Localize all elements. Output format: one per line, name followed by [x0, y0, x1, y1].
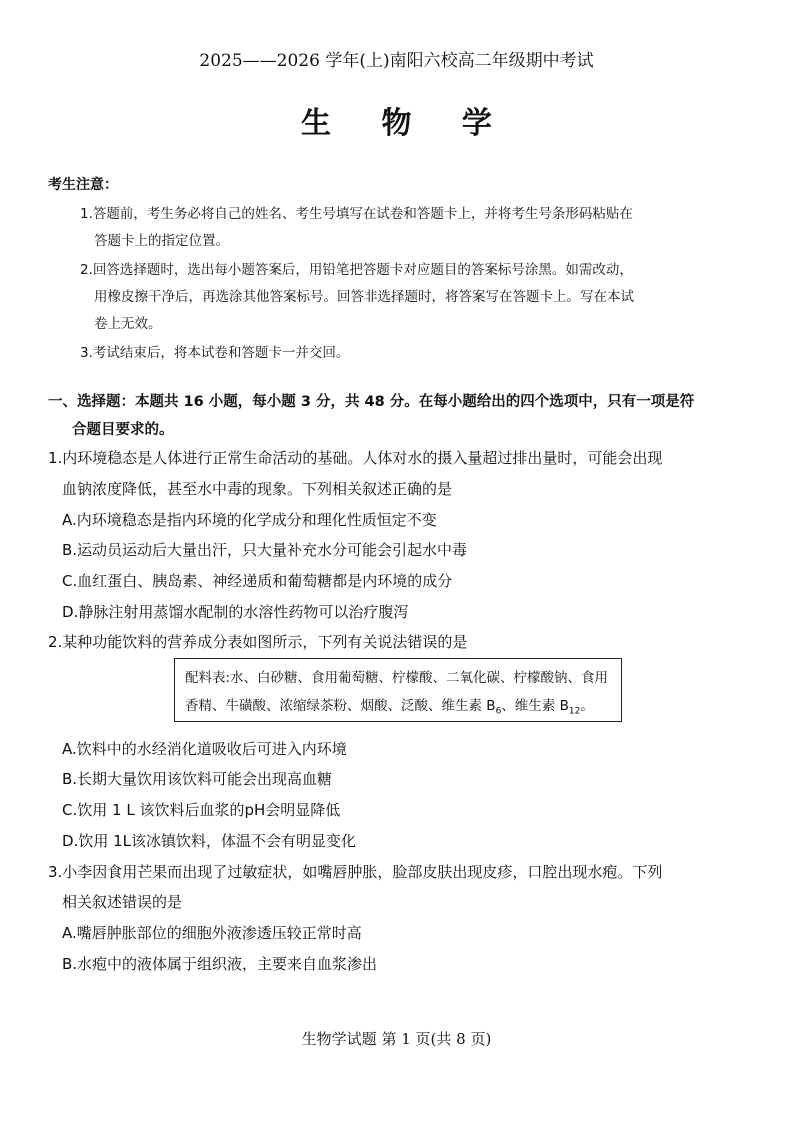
notice-item-3: 3.考试结束后，将本试卷和答题卡一并交回。	[80, 345, 350, 361]
q3-option-a: A.嘴唇肿胀部位的细胞外液渗透压较正常时高	[62, 924, 362, 942]
q1-stem-line-2: 血钠浓度降低，甚至水中毒的现象。下列相关叙述正确的是	[62, 480, 453, 498]
q2-option-a: A.饮料中的水经消化道吸收后可进入内环境	[62, 740, 347, 758]
vitamin-b12-subscript: 12	[568, 706, 581, 717]
q2-stem: 2.某种功能饮料的营养成分表如图所示，下列有关说法错误的是	[48, 633, 468, 651]
ingredient-line-2-mid: 、维生素 B	[501, 698, 569, 714]
ingredient-table-box	[174, 658, 622, 722]
ingredient-line-2-main: 香精、牛磺酸、浓缩绿茶粉、烟酸、泛酸、维生素 B	[185, 698, 496, 714]
ingredient-line-2-end: 。	[580, 698, 594, 714]
q2-option-d: D.饮用 1L该冰镇饮料，体温不会有明显变化	[62, 832, 356, 850]
q3-stem-line-1: 3.小李因食用芒果而出现了过敏症状，如嘴唇肿胀，脸部皮肤出现皮疹，口腔出现水疱。下列	[48, 863, 663, 881]
notice-item-2-line-3: 卷上无效。	[94, 316, 162, 332]
notice-item-2-line-2: 用橡皮擦干净后，再选涂其他答案标号。回答非选择题时，将答案写在答题卡上。写在本试	[94, 289, 634, 305]
ingredient-line-2	[185, 694, 594, 717]
q3-option-b: B.水疱中的液体属于组织液，主要来自血浆渗出	[62, 955, 378, 973]
notice-item-2-line-1: 2.回答选择题时，选出每小题答案后，用铅笔把答题卡对应题目的答案标号涂黑。如需改动，	[80, 262, 633, 278]
q2-option-c: C.饮用 1 L 该饮料后血浆的pH会明显降低	[62, 801, 341, 819]
subject-title: 生 物 学	[301, 106, 512, 141]
section-heading-line-1: 一、选择题：本题共 16 小题，每小题 3 分，共 48 分。在每小题给出的四个选项中，只有一项是符	[48, 394, 695, 410]
notice-item-1-line-2: 答题卡上的指定位置。	[94, 233, 229, 249]
q1-option-b: B.运动员运动后大量出汗，只大量补充水分可能会引起水中毒	[62, 541, 468, 559]
vitamin-b6-subscript: 6	[495, 706, 502, 717]
q2-option-b: B.长期大量饮用该饮料可能会出现高血糖	[62, 770, 333, 788]
section-heading-line-2: 合题目要求的。	[72, 422, 174, 438]
ingredient-line-1: 配料表:水、白砂糖、食用葡萄糖、柠檬酸、二氧化碳、柠檬酸钠、食用	[185, 670, 609, 686]
notice-item-1-line-1: 1.答题前，考生务必将自己的姓名、考生号填写在试卷和答题卡上，并将考生号条形码粘贴在	[80, 206, 633, 222]
q1-option-c: C.血红蛋白、胰岛素、神经递质和葡萄糖都是内环境的成分	[62, 572, 453, 590]
q1-option-d: D.静脉注射用蒸馏水配制的水溶性药物可以治疗腹泻	[62, 603, 409, 621]
page-footer: 生物学试题 第 1 页(共 8 页)	[301, 1030, 492, 1048]
notice-heading: 考生注意：	[48, 177, 118, 193]
q1-option-a: A.内环境稳态是指内环境的化学成分和理化性质恒定不变	[62, 511, 437, 529]
q3-stem-line-2: 相关叙述错误的是	[62, 893, 183, 911]
exam-title: 2025——2026 学年(上)南阳六校高二年级期中考试	[199, 51, 594, 71]
q1-stem-line-1: 1.内环境稳态是人体进行正常生命活动的基础。人体对水的摄入量超过排出量时，可能会出现	[48, 449, 663, 467]
